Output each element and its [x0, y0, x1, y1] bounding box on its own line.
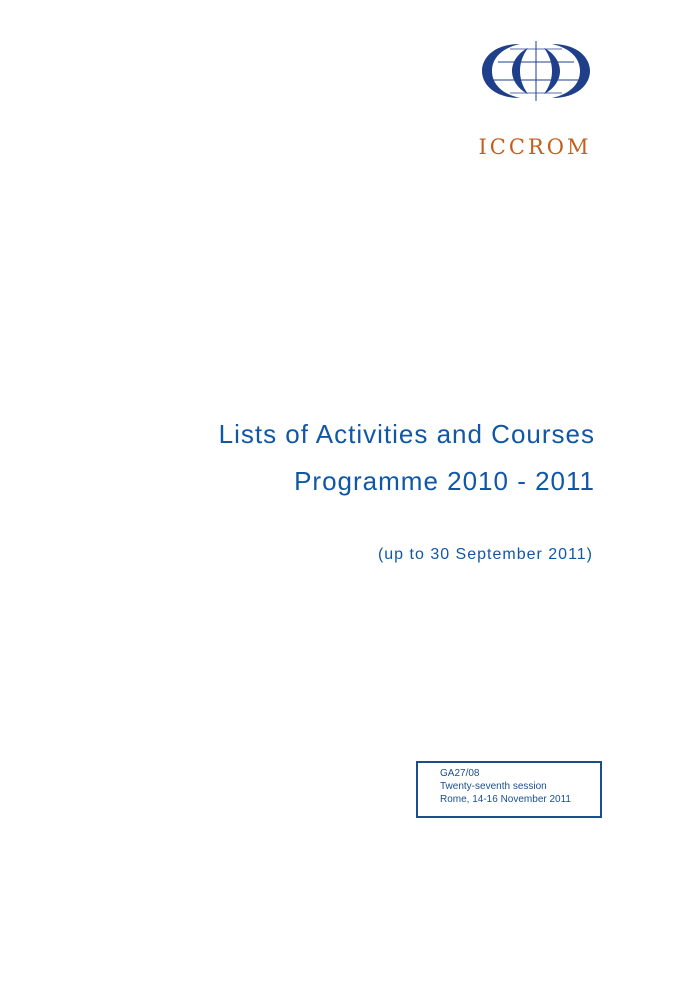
- globe-icon: [480, 40, 592, 102]
- session-label: Twenty-seventh session: [440, 781, 547, 792]
- document-code: GA27/08: [440, 768, 480, 779]
- document-subtitle: (up to 30 September 2011): [377, 546, 593, 563]
- document-title: [219, 418, 595, 497]
- iccrom-logo: [470, 40, 600, 159]
- place-and-date: Rome, 14-16 November 2011: [440, 794, 571, 805]
- logo-wordmark: ICCROM: [478, 135, 592, 159]
- title-line-2: Programme 2010 - 2011: [294, 466, 595, 496]
- title-line-1: Lists of Activities and Courses: [218, 419, 595, 449]
- document-info-box: [416, 761, 602, 818]
